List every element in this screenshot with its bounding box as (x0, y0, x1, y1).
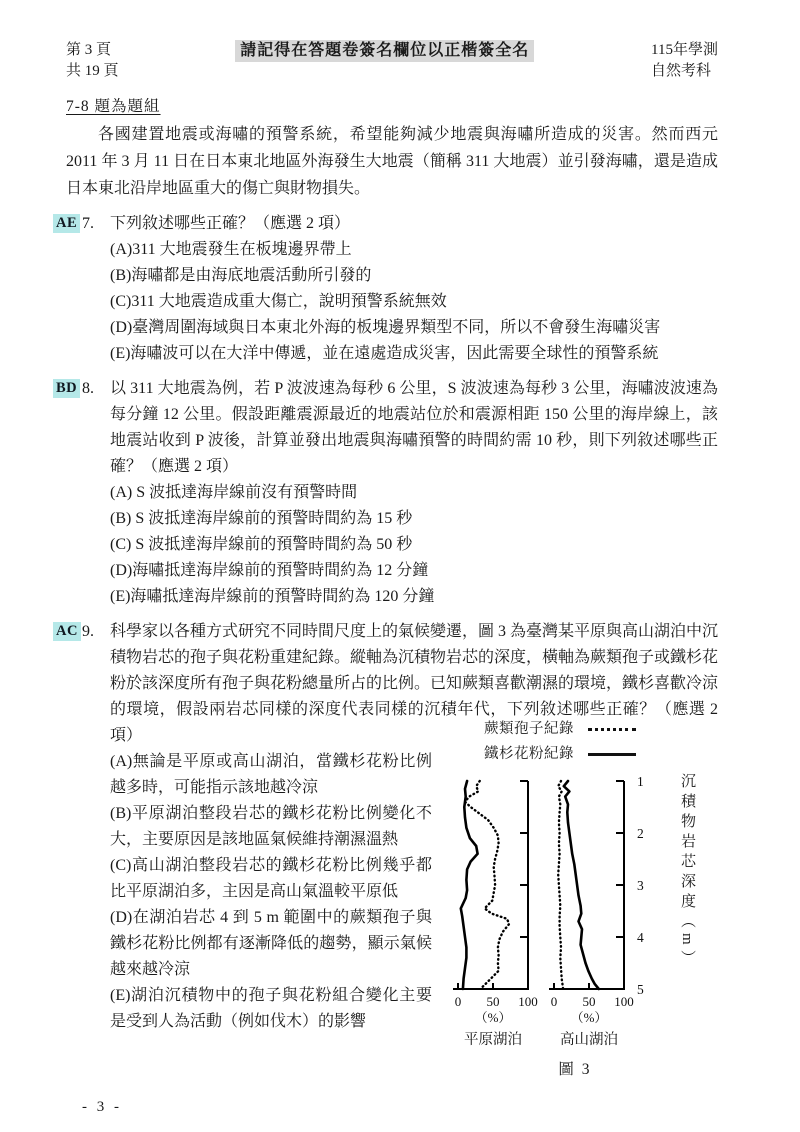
question-9-body (110, 721, 718, 1083)
signature-notice: 請記得在答題卷簽名欄位以正楷簽全名 (235, 40, 534, 62)
question-8-option-e: (E)海嘯抵達海岸線前的預警時間約為 120 分鐘 (110, 588, 435, 605)
figure-3 (432, 717, 718, 1083)
svg-text:100: 100 (518, 994, 538, 1009)
chart-area (432, 769, 718, 1051)
question-9-option-e: (E)湖泊沉積物中的孢子與花粉組合變化主要是受到人為活動（例如伐木）的影響 (110, 987, 432, 1030)
question-7-number: 7. (82, 215, 94, 232)
exam-year: 115年學測 (651, 42, 718, 58)
figure-caption: 圖 3 (558, 1061, 592, 1078)
svg-text:50: 50 (486, 994, 500, 1009)
svg-text:3: 3 (637, 878, 644, 893)
answer-key-badge-q9: AC (53, 622, 81, 641)
page-header (66, 40, 718, 82)
question-7-option-a: (A)311 大地震發生在板塊邊界帶上 (110, 241, 352, 258)
page-footer: - 3 - (82, 1099, 122, 1115)
svg-text:100: 100 (614, 994, 634, 1009)
y-axis-title: 沉積物岩芯深度（m） (679, 773, 695, 970)
answer-key-badge-q8: BD (53, 379, 80, 398)
question-9-option-a: (A)無論是平原或高山湖泊，當鐵杉花粉比例越多時，可能指示該地越冷涼 (110, 753, 432, 796)
exam-info-block (651, 40, 718, 82)
question-8-option-a: (A) S 波抵達海岸線前沒有預警時間 (110, 484, 358, 501)
question-7-stem: 下列敘述哪些正確？（應選 2 項） (110, 215, 351, 232)
pollen-depth-chart (432, 769, 677, 1051)
question-9-option-d: (D)在湖泊岩芯 4 到 5 m 範圍中的蕨類孢子與鐵杉花粉比例都有逐漸降低的趨勢，顯示氣候越來越冷涼 (110, 909, 432, 978)
svg-text:高山湖泊: 高山湖泊 (560, 1032, 618, 1048)
svg-text:平原湖泊: 平原湖泊 (464, 1032, 522, 1048)
answer-key-badge-q7: AE (53, 214, 80, 233)
dotted-line-sample (588, 728, 636, 731)
solid-line-sample (588, 753, 636, 756)
group-intro-paragraph: 各國建置地震或海嘯的預警系統，希望能夠減少地震與海嘯所造成的災害。然而西元 2011 年 3 月 11 日在日本東北地區外海發生大地震（簡稱 311 大地震）並引發海嘯，還是造成日本東北沿岸地區重大的傷亡與財物損失。 (66, 126, 718, 197)
svg-text:（%）: （%） (570, 1010, 608, 1025)
page-number: 第 3 頁 (66, 42, 112, 58)
legend-fern-label: 蕨類孢子紀錄 (484, 721, 574, 737)
question-9-option-c: (C)高山湖泊整段岩芯的鐵杉花粉比例幾乎都比平原湖泊多，主因是高山氣溫較平原低 (110, 857, 432, 900)
question-9 (56, 619, 719, 1083)
question-9-stem: 科學家以各種方式研究不同時間尺度上的氣候變遷，圖 3 為臺灣某平原與高山湖泊中沉積物岩芯的孢子與花粉重建紀錄。縱軸為沉積物岩芯的深度，橫軸為蕨類孢子或鐵杉花粉於該深度所有孢子與花粉總量所占的比例。已知蕨類喜歡潮濕的環境，鐵杉喜歡冷涼的環境，假設兩岩芯同樣的深度代表同樣的沉積年代，下列敘述哪些正確？（應選 2 項） (110, 623, 719, 744)
legend-fern-spores (484, 717, 718, 742)
legend-hemlock-pollen (484, 742, 718, 767)
question-9-options (110, 749, 432, 1035)
page-number-block (66, 40, 119, 82)
question-8-option-d: (D)海嘯抵達海岸線前的預警時間約為 12 分鐘 (110, 562, 429, 579)
svg-text:（%）: （%） (474, 1010, 512, 1025)
svg-text:1: 1 (637, 774, 644, 789)
svg-text:0: 0 (454, 994, 462, 1009)
question-9-number: 9. (82, 623, 94, 640)
question-9-option-b: (B)平原湖泊整段岩芯的鐵杉花粉比例變化不大，主要原因是該地區氣候維持潮濕溫熱 (110, 805, 432, 848)
svg-text:2: 2 (637, 826, 644, 841)
legend-hemlock-label: 鐵杉花粉紀錄 (484, 746, 574, 762)
chart-legend (484, 717, 718, 767)
page-total: 共 19 頁 (66, 63, 119, 79)
question-7 (56, 211, 718, 367)
question-7-option-e: (E)海嘯波可以在大洋中傳遞，並在遠處造成災害，因此需要全球性的預警系統 (110, 345, 659, 362)
question-8-number: 8. (82, 380, 94, 397)
question-8-option-b: (B) S 波抵達海岸線前的預警時間約為 15 秒 (110, 510, 413, 527)
svg-text:4: 4 (637, 930, 644, 945)
question-8-option-c: (C) S 波抵達海岸線前的預警時間約為 50 秒 (110, 536, 413, 553)
question-7-option-b: (B)海嘯都是由海底地震活動所引發的 (110, 267, 372, 284)
exam-subject: 自然考科 (651, 63, 712, 79)
question-7-option-c: (C)311 大地震造成重大傷亡，說明預警系統無效 (110, 293, 447, 310)
svg-text:5: 5 (637, 982, 644, 997)
question-7-option-d: (D)臺灣周圍海域與日本東北外海的板塊邊界類型不同，所以不會發生海嘯災害 (110, 319, 661, 336)
question-8 (56, 376, 718, 610)
svg-text:0: 0 (550, 994, 558, 1009)
question-group-title: 7-8 題為題組 (66, 98, 161, 115)
question-8-stem: 以 311 大地震為例，若 P 波波速為每秒 6 公里，S 波波速為每秒 3 公里，海嘯波波速為每分鐘 12 公里。假設距離震源最近的地震站位於和震源相距 150 公里的海岸線上，該地震站收到 P 波後，計算並發出地震與海嘯預警的時間約需 10 秒，則下列敘述哪些正確？（應選 2 項） (110, 380, 718, 475)
svg-text:50: 50 (582, 994, 596, 1009)
